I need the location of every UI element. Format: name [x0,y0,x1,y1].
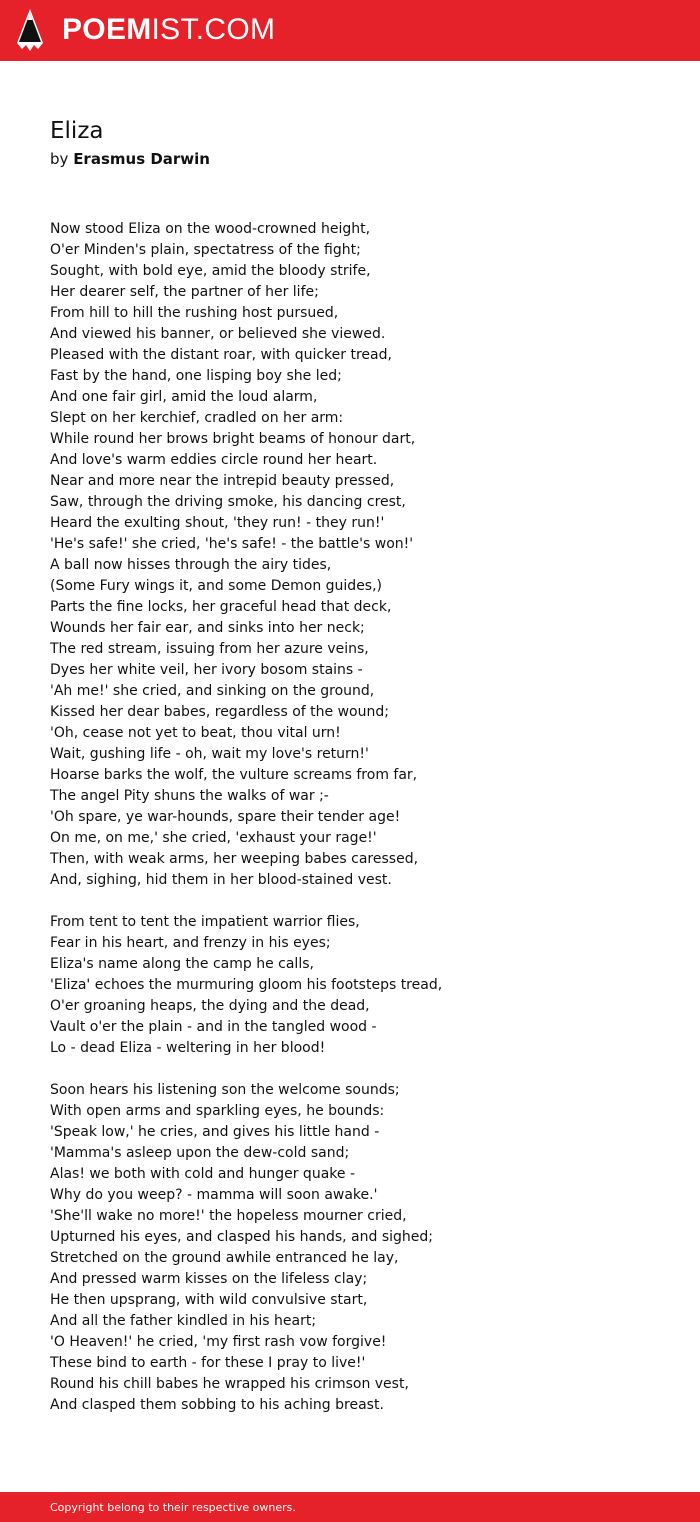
site-footer [0,1492,700,1522]
poem-line: A ball now hisses through the airy tides, [50,557,332,573]
stanza [50,219,670,891]
poem-line: With open arms and sparkling eyes, he bounds: [50,1103,385,1119]
poem-line: While round her brows bright beams of honour dart, [50,431,416,447]
poem-line: Dyes her white veil, her ivory bosom stains - [50,662,363,678]
poem-line: From hill to hill the rushing host pursued, [50,305,339,321]
poem-line: From tent to tent the impatient warrior flies, [50,914,360,930]
poem-line: Kissed her dear babes, regardless of the wound; [50,704,389,720]
poem-line: Wounds her fair ear, and sinks into her neck; [50,620,365,636]
poem-title: Eliza [50,118,104,144]
poem-line: Eliza's name along the camp he calls, [50,956,314,972]
poem-line: Vault o'er the plain - and in the tangled wood - [50,1019,377,1035]
poem-line: Saw, through the driving smoke, his dancing crest, [50,494,406,510]
site-logo-link[interactable] [62,13,275,47]
poem-line: And pressed warm kisses on the lifeless clay; [50,1271,368,1287]
poem-line: The angel Pity shuns the walks of war ;- [50,788,329,804]
poem-line: Lo - dead Eliza - weltering in her blood! [50,1040,326,1056]
poem-line: These bind to earth - for these I pray to live!' [50,1355,366,1371]
poem-line: Round his chill babes he wrapped his crimson vest, [50,1376,409,1392]
poem-line: Upturned his eyes, and clasped his hands, and sighed; [50,1229,433,1245]
poem-line: Then, with weak arms, her weeping babes caressed, [50,851,419,867]
poem-line: Now stood Eliza on the wood-crowned height, [50,221,371,237]
poem-line: Stretched on the ground awhile entranced he lay, [50,1250,399,1266]
poem-line: Slept on her kerchief, cradled on her arm: [50,410,344,426]
author-link[interactable]: Erasmus Darwin [73,150,210,168]
stanza [50,912,670,1059]
poem-line: Sought, with bold eye, amid the bloody strife, [50,263,371,279]
poem-line: O'er groaning heaps, the dying and the dead, [50,998,370,1014]
copyright-text: Copyright belong to their respective owners. [50,1501,296,1514]
poem-line: He then upsprang, with wild convulsive start, [50,1292,368,1308]
poem-line: Soon hears his listening son the welcome sounds; [50,1082,400,1098]
poem-line: 'Ah me!' she cried, and sinking on the ground, [50,683,375,699]
poem-line: Why do you weep? - mamma will soon awake.' [50,1187,378,1203]
poem-line: O'er Minden's plain, spectatress of the fight; [50,242,361,258]
poem-body [50,219,670,1437]
logo-text-bold: POEM [62,13,152,46]
logo-text-light: IST.COM [151,13,276,46]
poem-line: 'Speak low,' he cries, and gives his little hand - [50,1124,380,1140]
poem-line: 'Mamma's asleep upon the dew-cold sand; [50,1145,350,1161]
poem-line: Fast by the hand, one lisping boy she led; [50,368,342,384]
poem-line: Hoarse barks the wolf, the vulture screams from far, [50,767,418,783]
poem-line: 'O Heaven!' he cried, 'my first rash vow forgive! [50,1334,387,1350]
poem-line: Wait, gushing life - oh, wait my love's return!' [50,746,369,762]
poem-line: 'Oh spare, ye war-hounds, spare their tender age! [50,809,401,825]
site-header [0,0,700,61]
pencil-tip-icon [17,9,43,51]
poem-line: Fear in his heart, and frenzy in his eyes; [50,935,331,951]
poem-line: And clasped them sobbing to his aching breast. [50,1397,384,1413]
poem-line: 'He's safe!' she cried, 'he's safe! - the battle's won!' [50,536,414,552]
poem-line: And, sighing, hid them in her blood-stained vest. [50,872,392,888]
poem-line: And viewed his banner, or believed she viewed. [50,326,386,342]
poem-line: Near and more near the intrepid beauty pressed, [50,473,395,489]
poem-line: The red stream, issuing from her azure veins, [50,641,369,657]
byline [50,149,210,169]
poem-line: Her dearer self, the partner of her life; [50,284,319,300]
by-label: by [50,150,69,168]
poem-line: And all the father kindled in his heart; [50,1313,317,1329]
poem-line: Heard the exulting shout, 'they run! - they run!' [50,515,385,531]
poem-line: 'Eliza' echoes the murmuring gloom his footsteps tread, [50,977,443,993]
poem-line: (Some Fury wings it, and some Demon guides,) [50,578,383,594]
poem-line: 'She'll wake no more!' the hopeless mourner cried, [50,1208,407,1224]
stanza [50,1080,670,1416]
poem-line: Parts the fine locks, her graceful head that deck, [50,599,392,615]
poem-line: 'Oh, cease not yet to beat, thou vital urn! [50,725,341,741]
poem-line: And love's warm eddies circle round her heart. [50,452,378,468]
poem-line: On me, on me,' she cried, 'exhaust your rage!' [50,830,377,846]
poem-line: Alas! we both with cold and hunger quake - [50,1166,355,1182]
poem-line: And one fair girl, amid the loud alarm, [50,389,318,405]
poem-line: Pleased with the distant roar, with quicker tread, [50,347,392,363]
